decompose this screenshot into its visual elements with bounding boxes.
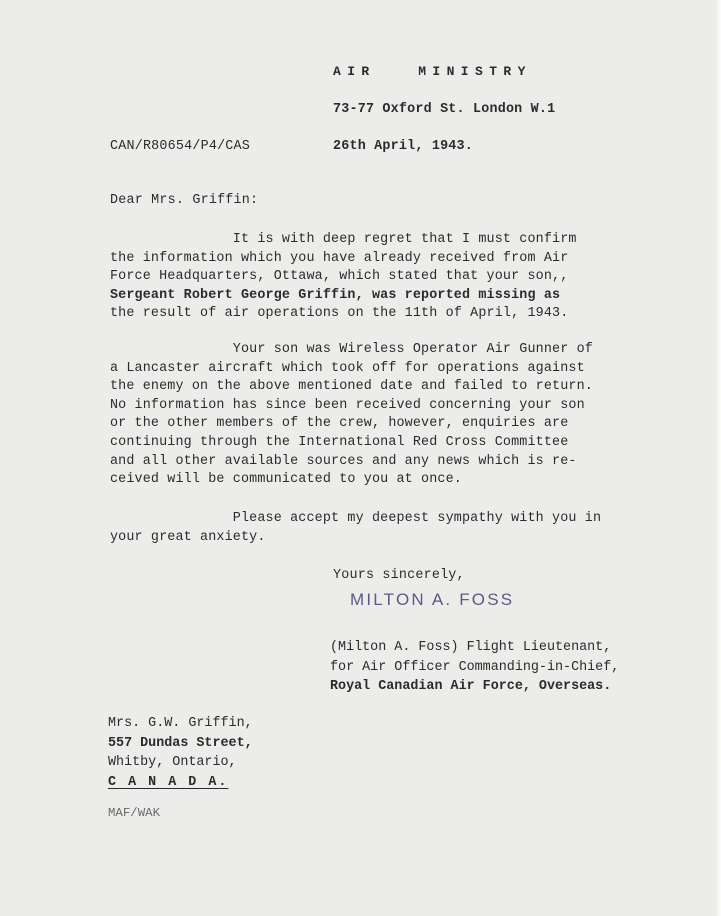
paragraph-line: No information has since been received concerning your son — [110, 397, 585, 413]
signature-stamp: MILTON A. FOSS — [350, 590, 515, 609]
signatory-block — [330, 638, 619, 697]
signatory-line: Royal Canadian Air Force, Overseas. — [330, 679, 612, 694]
recipient-country: C A N A D A. — [108, 774, 229, 790]
paragraph-line: Your son was Wireless Operator Air Gunner of — [110, 342, 593, 357]
recipient-city: Whitby, Ontario, — [108, 755, 237, 770]
paragraph-line: the result of air operations on the 11th of April, 1943. — [110, 306, 569, 322]
recipient-address — [108, 714, 253, 792]
paragraph-line: and all other available sources and any news which is re- — [110, 453, 577, 469]
reference-number: CAN/R80654/P4/CAS — [110, 139, 251, 154]
paragraph-sympathy — [110, 510, 670, 547]
letterhead-title: AIR MINISTRY — [333, 64, 532, 79]
paragraph-line: the enemy on the above mentioned date and failed to return. — [110, 379, 593, 395]
paragraph-line: Please accept my deepest sympathy with you in — [110, 511, 602, 526]
paragraph-line: the information which you have already received from Air — [110, 250, 569, 266]
paragraph-line: It is with deep regret that I must confirm — [110, 232, 577, 247]
recipient-name: Mrs. G.W. Griffin, — [108, 716, 253, 731]
paragraph-line: ceived will be communicated to you at once. — [110, 472, 462, 488]
paragraph-line: Force Headquarters, Ottawa, which stated that your son,, — [110, 269, 569, 285]
letter-date: 26th April, 1943. — [333, 139, 474, 154]
paragraph-line: a Lancaster aircraft which took off for operations against — [110, 360, 585, 376]
page-edge — [715, 0, 721, 916]
salutation: Dear Mrs. Griffin: — [110, 193, 259, 208]
closing: Yours sincerely, — [333, 568, 465, 583]
paragraph-line: Sergeant Robert George Griffin, was reported missing as — [110, 287, 561, 303]
paragraph-line: your great anxiety. — [110, 529, 266, 545]
paragraph-confirmation — [110, 231, 670, 324]
recipient-street: 557 Dundas Street, — [108, 735, 253, 751]
paragraph-line: continuing through the International Red Cross Committee — [110, 434, 569, 450]
signatory-line: (Milton A. Foss) Flight Lieutenant, — [330, 640, 612, 655]
paragraph-line: or the other members of the crew, however, enquiries are — [110, 416, 569, 432]
letterhead-address: 73-77 Oxford St. London W.1 — [333, 102, 556, 117]
signatory-line: for Air Officer Commanding-in-Chief, — [330, 659, 620, 675]
paragraph-details — [110, 341, 670, 490]
typist-initials: MAF/WAK — [108, 806, 161, 820]
